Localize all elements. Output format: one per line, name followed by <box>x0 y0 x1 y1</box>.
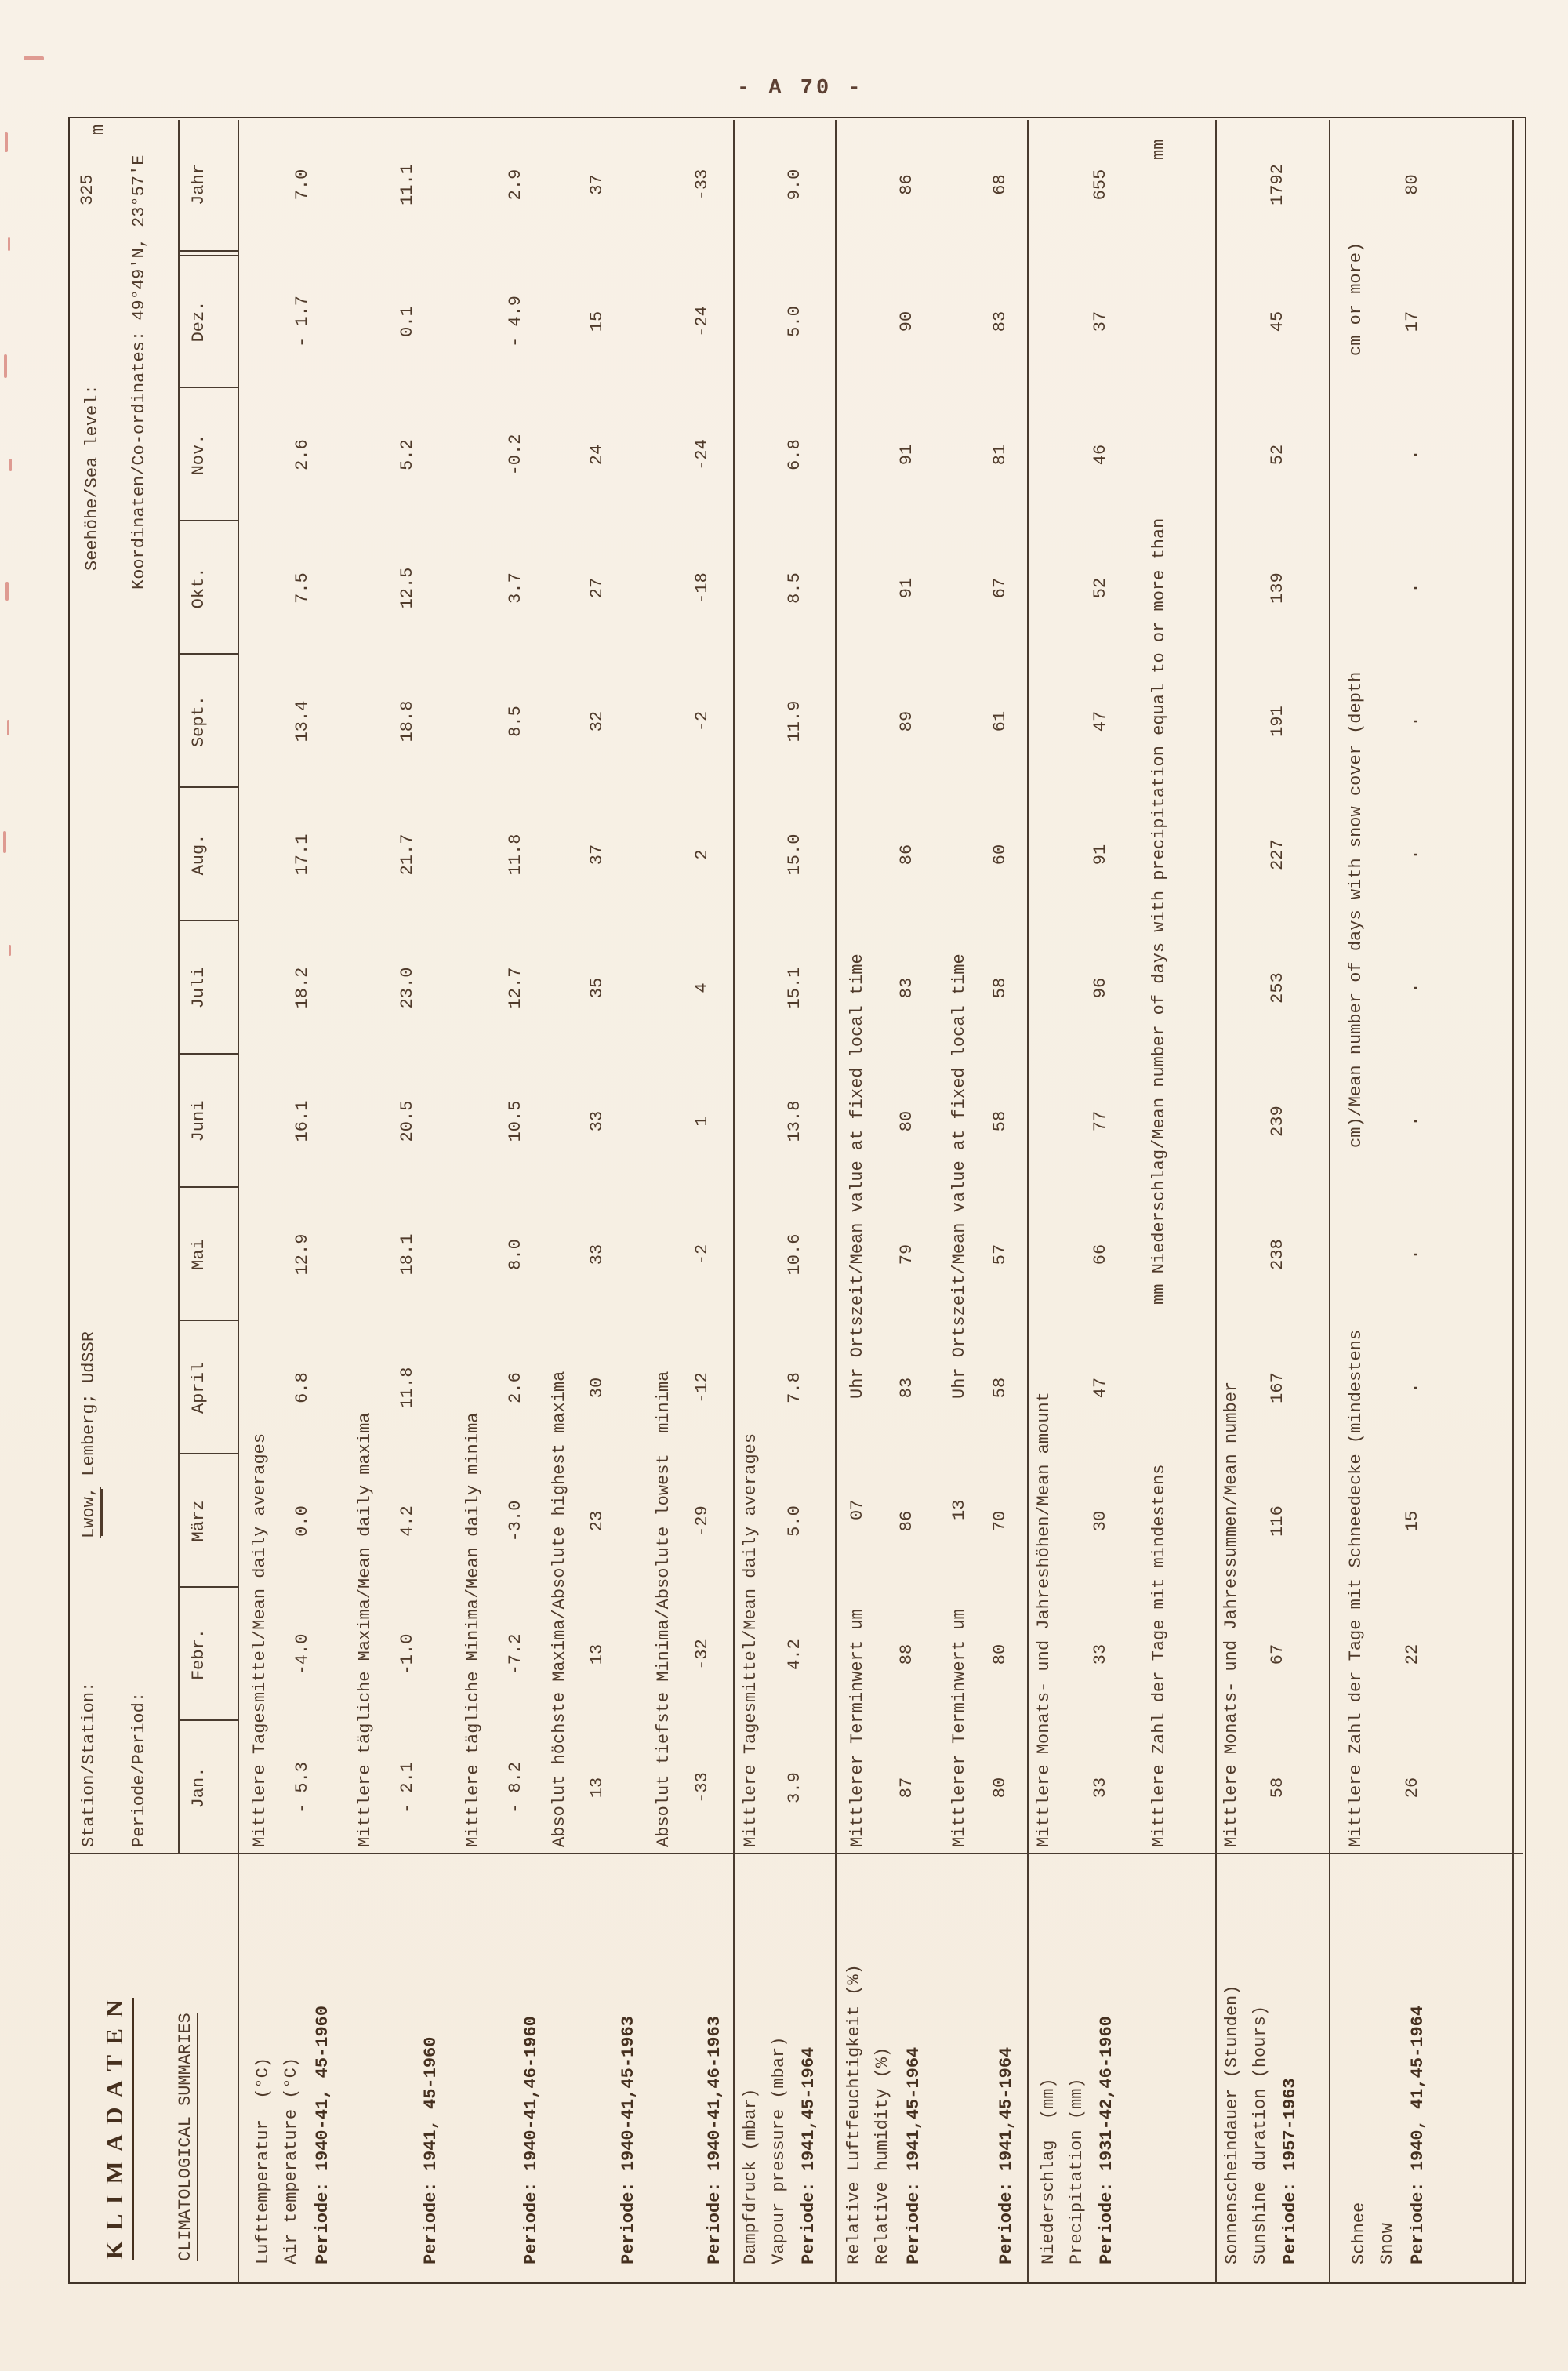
cell-humidity-07h-febr: 88 <box>897 1643 916 1665</box>
cell-temp-abs-min-nov: -24 <box>692 439 712 470</box>
row-label-humidity-07h-part2: 07 <box>848 1499 867 1520</box>
cell-humidity-13h-mai: 57 <box>990 1244 1010 1265</box>
station-name-rest: Lemberg; UdSSR <box>79 1331 99 1487</box>
cell-temp-abs-max-marz: 23 <box>587 1510 607 1532</box>
cell-temp-abs-min-febr: -32 <box>692 1639 712 1670</box>
grid-line-bottom-inner <box>1512 120 1514 2284</box>
cell-temp-mean-daily-marz: 0.0 <box>292 1505 312 1537</box>
cell-humidity-13h-jahr: 68 <box>990 174 1010 195</box>
cell-sunshine-sum-jahr: 1792 <box>1268 164 1287 205</box>
left-label-15: Precipitation (mm) <box>1067 2078 1087 2264</box>
month-header-jan: Jan. <box>189 1766 209 1809</box>
cell-temp-mean-daily-okt: 7.5 <box>292 572 312 604</box>
left-label-14: Niederschlag (mm) <box>1039 2078 1058 2264</box>
row-label-precip-amount: Mittlere Monats- und Jahreshöhen/Mean amount <box>1034 1392 1054 1847</box>
cell-temp-abs-min-jan: -33 <box>692 1772 712 1803</box>
row-label-humidity-13h-part1: Mittlerer Terminwert um <box>949 1609 969 1847</box>
left-label-7: Dampfdruck (mbar) <box>741 2088 760 2264</box>
cell-temp-abs-min-okt: -18 <box>692 572 712 604</box>
cell-temp-daily-max-april: 11.8 <box>397 1367 417 1409</box>
cell-temp-daily-max-febr: -1.0 <box>397 1633 417 1676</box>
coordinates-value: 49°49'N, 23°57'E <box>129 154 149 321</box>
cell-temp-abs-max-mai: 33 <box>587 1244 607 1265</box>
cell-temp-daily-min-nov: -0.2 <box>506 434 525 476</box>
cell-snow-cover-days-juni: . <box>1403 1116 1422 1127</box>
month-header-juni: Juni <box>189 1100 209 1142</box>
cell-temp-abs-min-marz: -29 <box>692 1505 712 1537</box>
cell-sunshine-sum-aug: 227 <box>1268 839 1287 870</box>
left-label-0: Lufttemperatur (°C) <box>253 2057 273 2264</box>
left-label-21: Snow <box>1377 2223 1397 2264</box>
cell-vapour-mean-daily-marz: 5.0 <box>785 1505 804 1537</box>
month-header-juli: Juli <box>189 967 209 1009</box>
month-header-dez: Dez. <box>189 300 209 343</box>
cell-temp-abs-max-jahr: 37 <box>587 174 607 195</box>
cell-humidity-13h-dez: 83 <box>990 310 1010 332</box>
cell-temp-mean-daily-jahr: 7.0 <box>292 169 312 201</box>
cell-temp-mean-daily-juli: 18.2 <box>292 967 312 1009</box>
cell-temp-daily-min-jan: - 8.2 <box>506 1762 525 1814</box>
cell-temp-daily-max-nov: 5.2 <box>397 439 417 470</box>
cell-temp-abs-min-sept: -2 <box>692 710 712 732</box>
month-header-marz: März <box>189 1500 209 1542</box>
coordinates-label: Koordinaten/Co-ordinates: <box>129 330 149 590</box>
grid-line-jahr-double-2 <box>178 251 238 252</box>
left-label-4: Periode: 1940-41,46-1960 <box>521 2016 541 2264</box>
cell-precip-amount-sept: 47 <box>1091 710 1110 732</box>
cell-humidity-07h-dez: 90 <box>897 310 916 332</box>
cell-precip-amount-okt: 52 <box>1091 577 1110 599</box>
cell-humidity-13h-okt: 67 <box>990 577 1010 599</box>
month-header-aug: Aug. <box>189 833 209 876</box>
cell-temp-abs-min-jahr: -33 <box>692 169 712 201</box>
cell-temp-abs-max-april: 30 <box>587 1377 607 1399</box>
row-label-humidity-13h-part3: Uhr Ortszeit/Mean value at fixed local time <box>949 953 969 1399</box>
sea-level-label: Seehöhe/Sea level: <box>82 384 102 571</box>
cell-temp-abs-min-juli: 4 <box>692 982 712 993</box>
cell-sunshine-sum-marz: 116 <box>1268 1505 1287 1537</box>
left-label-11: Relative humidity (%) <box>873 2046 892 2264</box>
month-header-jahr: Jahr <box>189 164 209 205</box>
grid-line-section-snow-top <box>1329 120 1330 2284</box>
cell-temp-daily-min-jahr: 2.9 <box>506 169 525 201</box>
row-label-sunshine-sum: Mittlere Monats- und Jahressummen/Mean number <box>1221 1381 1241 1847</box>
left-label-5: Periode: 1940-41,45-1963 <box>619 2016 638 2264</box>
row-label-temp-mean-daily: Mittlere Tagesmittel/Mean daily averages <box>250 1432 270 1847</box>
cell-precip-amount-juli: 96 <box>1091 977 1110 999</box>
row-label-humidity-07h-part1: Mittlerer Terminwert um <box>848 1609 867 1847</box>
left-label-3: Periode: 1941, 45-1960 <box>421 2036 441 2264</box>
month-header-april: April <box>189 1362 209 1414</box>
row-label-humidity-07h-part3: Uhr Ortszeit/Mean value at fixed local time <box>848 953 867 1399</box>
station-name-underlined: Lwow, <box>79 1487 101 1538</box>
left-label-6: Periode: 1940-41,46-1963 <box>705 2016 724 2264</box>
left-label-17: Sonnenscheindauer (Stunden) <box>1222 1984 1242 2264</box>
left-label-1: Air temperature (°C) <box>281 2057 301 2264</box>
cell-vapour-mean-daily-febr: 4.2 <box>785 1639 804 1670</box>
cell-temp-mean-daily-sept: 13.4 <box>292 700 312 743</box>
title-de: K L I M A D A T E N <box>100 1998 134 2260</box>
cell-snow-cover-days-jan: 26 <box>1403 1777 1422 1799</box>
cell-temp-daily-min-febr: -7.2 <box>506 1633 525 1676</box>
left-label-19: Periode: 1957-1963 <box>1280 2078 1300 2264</box>
cell-temp-daily-max-mai: 18.1 <box>397 1233 417 1276</box>
cell-snow-cover-days-nov: . <box>1403 449 1422 460</box>
station-value <box>78 1331 100 1538</box>
cell-temp-daily-max-juli: 23.0 <box>397 967 417 1009</box>
cell-vapour-mean-daily-sept: 11.9 <box>785 700 804 743</box>
row-label-humidity-13h-part2: 13 <box>949 1499 969 1520</box>
grid-line-section-sunshine-top <box>1215 120 1217 2284</box>
cell-temp-abs-max-okt: 27 <box>587 577 607 599</box>
periode-label: Periode/Period: <box>129 1691 149 1847</box>
cell-humidity-07h-juli: 83 <box>897 977 916 999</box>
cell-temp-abs-min-juni: 1 <box>692 1116 712 1127</box>
cell-humidity-07h-jahr: 86 <box>897 174 916 195</box>
cell-temp-mean-daily-juni: 16.1 <box>292 1100 312 1142</box>
cell-humidity-13h-juli: 58 <box>990 977 1010 999</box>
cell-temp-daily-min-juni: 10.5 <box>506 1100 525 1142</box>
cell-temp-abs-max-juli: 35 <box>587 977 607 999</box>
left-label-18: Sunshine duration (hours) <box>1250 2005 1270 2264</box>
left-label-16: Periode: 1931-42,46-1960 <box>1097 2016 1116 2264</box>
left-label-12: Periode: 1941,45-1964 <box>904 2046 924 2264</box>
cell-temp-daily-max-marz: 4.2 <box>397 1505 417 1537</box>
cell-temp-daily-max-jahr: 11.1 <box>397 164 417 205</box>
cell-vapour-mean-daily-juli: 15.1 <box>785 967 804 1009</box>
cell-humidity-13h-nov: 81 <box>990 444 1010 466</box>
cell-temp-daily-max-juni: 20.5 <box>397 1100 417 1142</box>
left-label-13: Periode: 1941,45-1964 <box>996 2046 1016 2264</box>
cell-temp-daily-min-juli: 12.7 <box>506 967 525 1009</box>
cell-temp-daily-min-dez: - 4.9 <box>506 296 525 348</box>
cell-vapour-mean-daily-okt: 8.5 <box>785 572 804 604</box>
cell-temp-abs-max-nov: 24 <box>587 444 607 466</box>
cell-vapour-mean-daily-dez: 5.0 <box>785 306 804 337</box>
month-header-mai: Mai <box>189 1239 209 1270</box>
sea-level-value: 325 <box>78 174 97 205</box>
cell-humidity-13h-aug: 60 <box>990 844 1010 866</box>
cell-temp-mean-daily-april: 6.8 <box>292 1372 312 1403</box>
row-label-precip-days-part3: mm <box>1149 139 1169 160</box>
grid-line-section-precip-top <box>1027 120 1029 2284</box>
cell-temp-daily-min-okt: 3.7 <box>506 572 525 604</box>
cell-snow-cover-days-dez: 17 <box>1403 310 1422 332</box>
cell-temp-daily-min-april: 2.6 <box>506 1372 525 1403</box>
grid-line-under-station-header <box>178 120 180 1854</box>
cell-precip-amount-jahr: 655 <box>1091 169 1110 201</box>
cell-temp-abs-max-dez: 15 <box>587 310 607 332</box>
cell-humidity-07h-jan: 87 <box>897 1777 916 1799</box>
cell-temp-daily-max-dez: 0.1 <box>397 306 417 337</box>
cell-humidity-13h-jan: 80 <box>990 1777 1010 1799</box>
left-label-9: Periode: 1941,45-1964 <box>799 2046 818 2264</box>
cell-humidity-13h-marz: 70 <box>990 1510 1010 1532</box>
cell-humidity-07h-april: 83 <box>897 1377 916 1399</box>
cell-temp-abs-max-jan: 13 <box>587 1777 607 1799</box>
cell-precip-amount-mai: 66 <box>1091 1244 1110 1265</box>
cell-snow-cover-days-mai: . <box>1403 1249 1422 1260</box>
cell-humidity-13h-sept: 61 <box>990 710 1010 732</box>
cell-temp-daily-min-mai: 8.0 <box>506 1239 525 1270</box>
cell-precip-amount-nov: 46 <box>1091 444 1110 466</box>
cell-snow-cover-days-febr: 22 <box>1403 1643 1422 1665</box>
cell-precip-amount-april: 47 <box>1091 1377 1110 1399</box>
cell-sunshine-sum-jan: 58 <box>1268 1777 1287 1799</box>
cell-precip-amount-marz: 30 <box>1091 1510 1110 1532</box>
cell-temp-daily-min-sept: 8.5 <box>506 706 525 737</box>
cell-sunshine-sum-juli: 253 <box>1268 972 1287 1004</box>
month-header-febr: Febr. <box>189 1628 209 1681</box>
cell-snow-cover-days-juli: . <box>1403 982 1422 993</box>
cell-vapour-mean-daily-april: 7.8 <box>785 1372 804 1403</box>
title-en: CLIMATOLOGICAL SUMMARIES <box>176 2013 198 2261</box>
cell-sunshine-sum-juni: 239 <box>1268 1106 1287 1137</box>
left-label-20: Schnee <box>1349 2202 1369 2264</box>
grid-line-under-month-row <box>238 120 239 2284</box>
cell-temp-abs-max-febr: 13 <box>587 1643 607 1665</box>
cell-humidity-13h-febr: 80 <box>990 1643 1010 1665</box>
cell-snow-cover-days-april: . <box>1403 1382 1422 1393</box>
cell-sunshine-sum-nov: 52 <box>1268 444 1287 466</box>
station-label: Station/Station: <box>79 1681 99 1847</box>
cell-snow-cover-days-sept: . <box>1403 716 1422 727</box>
cell-snow-cover-days-okt: . <box>1403 583 1422 594</box>
cell-temp-mean-daily-jan: - 5.3 <box>292 1762 312 1814</box>
cell-sunshine-sum-sept: 191 <box>1268 706 1287 737</box>
row-label-temp-abs-min: Absolut tiefste Minima/Absolute lowest minima <box>654 1371 673 1847</box>
cell-humidity-07h-nov: 91 <box>897 444 916 466</box>
cell-temp-daily-min-marz: -3.0 <box>506 1500 525 1542</box>
month-header-okt: Okt. <box>189 567 209 609</box>
cell-precip-amount-dez: 37 <box>1091 310 1110 332</box>
cell-vapour-mean-daily-jahr: 9.0 <box>785 169 804 201</box>
cell-temp-daily-max-sept: 18.8 <box>397 700 417 743</box>
cell-sunshine-sum-mai: 238 <box>1268 1239 1287 1270</box>
cell-sunshine-sum-dez: 45 <box>1268 310 1287 332</box>
row-label-temp-abs-max: Absolut höchste Maxima/Absolute highest maxima <box>550 1371 569 1847</box>
cell-sunshine-sum-okt: 139 <box>1268 572 1287 604</box>
cell-temp-mean-daily-aug: 17.1 <box>292 833 312 876</box>
row-label-snow-cover-days-part3: cm or more) <box>1346 241 1366 356</box>
cell-precip-amount-juni: 77 <box>1091 1110 1110 1132</box>
left-label-10: Relative Luftfeuchtigkeit (%) <box>844 1964 864 2264</box>
left-label-2: Periode: 1940-41, 45-1960 <box>313 2005 332 2264</box>
cell-vapour-mean-daily-aug: 15.0 <box>785 833 804 876</box>
page-number: - A 70 - <box>737 77 864 100</box>
cell-temp-daily-max-aug: 21.7 <box>397 833 417 876</box>
coordinates-line <box>129 155 150 590</box>
cell-humidity-07h-sept: 89 <box>897 710 916 732</box>
cell-precip-amount-aug: 91 <box>1091 844 1110 866</box>
cell-temp-abs-max-aug: 37 <box>587 844 607 866</box>
grid-line-section-vapour-top <box>733 120 735 2284</box>
cell-humidity-07h-mai: 79 <box>897 1244 916 1265</box>
left-label-8: Vapour pressure (mbar) <box>769 2036 789 2264</box>
cell-sunshine-sum-febr: 67 <box>1268 1643 1287 1665</box>
row-label-precip-days-part2: mm Niederschlag/Mean number of days with precipitation equal to or more than <box>1149 517 1169 1305</box>
cell-temp-daily-max-okt: 12.5 <box>397 567 417 609</box>
cell-snow-cover-days-aug: . <box>1403 849 1422 860</box>
cell-sunshine-sum-april: 167 <box>1268 1372 1287 1403</box>
month-header-nov: Nov. <box>189 434 209 476</box>
row-label-precip-days-part1: Mittlere Zahl der Tage mit mindestens <box>1149 1464 1169 1847</box>
left-label-22: Periode: 1940, 41,45-1964 <box>1408 2005 1428 2264</box>
cell-humidity-13h-juni: 58 <box>990 1110 1010 1132</box>
cell-temp-abs-min-mai: -2 <box>692 1244 712 1265</box>
cell-temp-daily-min-aug: 11.8 <box>506 833 525 876</box>
row-label-snow-cover-days-part1: Mittlere Zahl der Tage mit Schneedecke (mindestens <box>1346 1329 1366 1847</box>
cell-temp-abs-min-aug: 2 <box>692 849 712 860</box>
grid-line-section-humidity-top <box>835 120 837 2284</box>
month-header-sept: Sept. <box>189 695 209 748</box>
cell-humidity-07h-okt: 91 <box>897 577 916 599</box>
cell-temp-daily-max-jan: - 2.1 <box>397 1762 417 1814</box>
cell-temp-mean-daily-dez: - 1.7 <box>292 296 312 348</box>
cell-humidity-07h-marz: 86 <box>897 1510 916 1532</box>
row-label-temp-daily-max: Mittlere tägliche Maxima/Mean daily maxima <box>355 1412 375 1847</box>
cell-temp-abs-max-sept: 32 <box>587 710 607 732</box>
cell-vapour-mean-daily-nov: 6.8 <box>785 439 804 470</box>
cell-vapour-mean-daily-juni: 13.8 <box>785 1100 804 1142</box>
cell-humidity-07h-juni: 80 <box>897 1110 916 1132</box>
cell-snow-cover-days-marz: 15 <box>1403 1510 1422 1532</box>
cell-humidity-07h-aug: 86 <box>897 844 916 866</box>
sea-level-unit: m <box>89 124 108 135</box>
row-label-vapour-mean-daily: Mittlere Tagesmittel/Mean daily averages <box>741 1432 760 1847</box>
cell-temp-abs-max-juni: 33 <box>587 1110 607 1132</box>
cell-vapour-mean-daily-mai: 10.6 <box>785 1233 804 1276</box>
cell-temp-abs-min-april: -12 <box>692 1372 712 1403</box>
cell-precip-amount-febr: 33 <box>1091 1643 1110 1665</box>
row-label-temp-daily-min: Mittlere tägliche Minima/Mean daily minima <box>463 1412 483 1847</box>
cell-precip-amount-jan: 33 <box>1091 1777 1110 1799</box>
cell-snow-cover-days-jahr: 80 <box>1403 174 1422 195</box>
cell-temp-mean-daily-febr: -4.0 <box>292 1633 312 1676</box>
cell-humidity-13h-april: 58 <box>990 1377 1010 1399</box>
row-label-snow-cover-days-part2: cm)/Mean number of days with snow cover (depth <box>1346 671 1366 1148</box>
cell-vapour-mean-daily-jan: 3.9 <box>785 1772 804 1803</box>
cell-temp-mean-daily-nov: 2.6 <box>292 439 312 470</box>
cell-temp-mean-daily-mai: 12.9 <box>292 1233 312 1276</box>
cell-temp-abs-min-dez: -24 <box>692 306 712 337</box>
